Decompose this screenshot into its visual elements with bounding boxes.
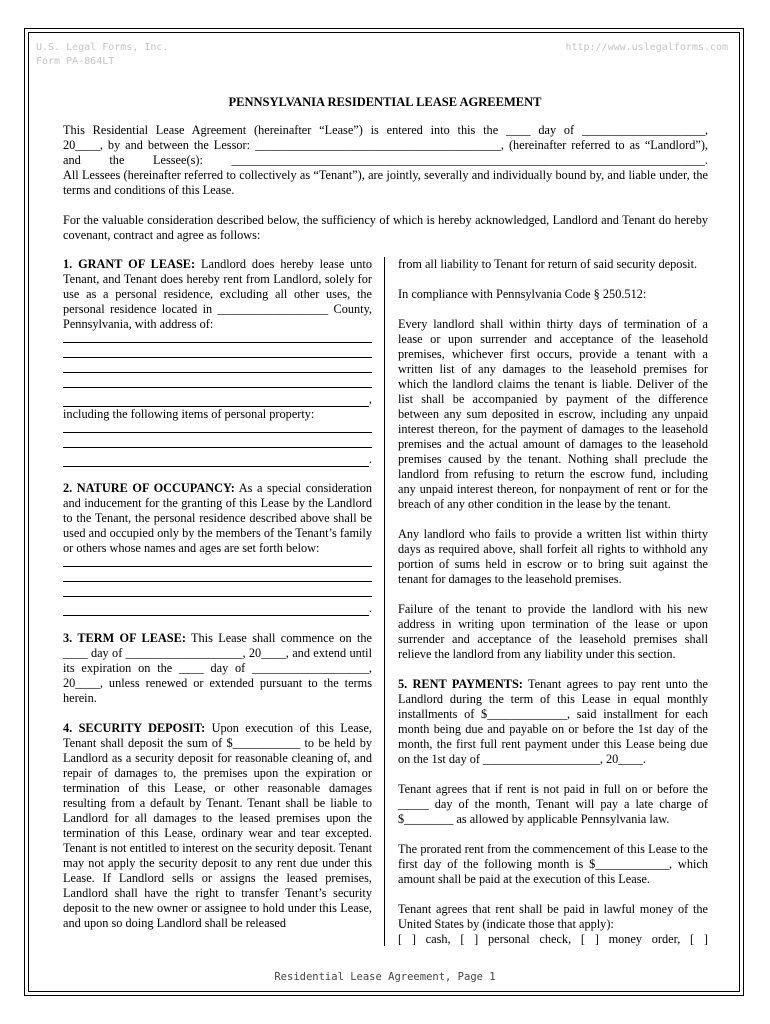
property-line-1[interactable] [63,422,372,437]
page-footer: Residential Lease Agreement, Page 1 [274,971,496,983]
intro-block [63,123,708,257]
section-grant [63,257,372,467]
any-landlord-paragraph: Any landlord who fails to provide a written list within thirty days as required above, shall forfeit all rights to withhold any portion of sums held in escrow or to bring suit against the tenant for damages to the leasehold premises. [398,527,708,586]
address-line-5[interactable]: , [63,392,372,407]
rent-text: Tenant agrees to pay rent unto the Landlord during the term of this Lease in equal monthly installments of $_____________, said installment for each month being due and payable on or before the 1st day of the month, the first full rent payment under this Lease being due on the 1st day of ___________________, 20____. [398,677,708,766]
grant-text: Landlord does hereby lease unto Tenant, and Tenant does hereby rent from Landlord, solely for use as a personal residence, excluding all other uses, the personal residence located in __________________ County, Pennsylvania, with address of: [63,257,372,331]
payment-options[interactable]: [ ] cash, [ ] personal check, [ ] money order, [ ] [398,932,708,946]
property-line-3[interactable]: . [63,452,372,467]
occupant-line-1[interactable] [63,556,372,571]
prorated-rent-paragraph: The prorated rent from the commencement of this Lease to the first day of the following month is $____________, which amount shall be paid at the execution of this Lease. [398,842,708,886]
section-deposit [63,721,372,931]
section-rent [398,677,708,767]
address-line-3[interactable] [63,362,372,377]
occupancy-text: As a special consideration and inducement for the granting of this Lease by the Landlord to the Tenant, the personal residence described above shall be used and occupied only by the members of the Tenant’s family or others whose names and ages are set forth below: [63,481,372,555]
left-column [63,257,372,946]
deposit-text: Upon execution of this Lease, Tenant shall deposit the sum of $___________ to be held by Landlord as a security deposit for reasonable cleaning of, and repair of damages to, the premises upon the expiration or termination of this Lease, or other reasonable damages resulting from a default by Tenant. Tenant shall be liable to Landlord for all damages to the leased premises upon the termination of this Lease, ordinary wear and tear excepted. Tenant is not entitled to interest on the security deposit. Tenant may not apply the security deposit to any rent due under this Lease. If Landlord sells or assigns the leased premises, Landlord shall have the right to transfer Tenant’s security deposit to the new owner or assignee to hold under this Lease, and upon so doing Landlord shall be released [63,721,372,930]
every-landlord-paragraph: Every landlord shall within thirty days of termination of a lease or upon surrender and acceptance of the leasehold premises, whichever first occurs, provide a tenant with a written list of any damages to the leasehold premises for which the landlord claims the tenant is liable. Deliver of the list shall be accompanied by payment of the difference between any sum deposited in escrow, including any unpaid interest thereon, for the payment of damages to the leasehold premises and the actual amount of damages to the leasehold premises caused by the tenant. Nothing shall preclude the landlord from refusing to return the escrow fund, including any unpaid interest thereon, for nonpayment of rent or for the breach of any other condition in the lease by the tenant. [398,317,708,511]
intro-line-1: This Residential Lease Agreement (hereinafter “Lease”) is entered into this the ____ day of ____________________, [63,123,708,137]
section-term [63,631,372,706]
grant-heading: 1. GRANT OF LEASE: [63,257,196,271]
deposit-heading: 4. SECURITY DEPOSIT: [63,721,206,735]
deposit-continued: from all liability to Tenant for return of said security deposit. [398,257,698,271]
term-text: This Lease shall commence on the ____ day of ___________________, 20____, and extend until its expiration on the ____ day of ___________________, 20____, unless renewed or extended pursuant to the terms herein. [63,631,373,705]
address-line-4[interactable] [63,377,372,392]
header-form-id: Form PA-864LT [36,56,115,67]
intro-line-4: All Lessees (hereinafter referred to collectively as “Tenant”), are jointly, severally and individually bound by, and liable under, the terms and conditions of this Lease. [63,168,708,197]
occupant-line-2[interactable] [63,571,372,586]
occupancy-heading: 2. NATURE OF OCCUPANCY: [63,481,235,495]
rent-heading: 5. RENT PAYMENTS: [398,677,523,691]
occupant-line-3[interactable] [63,586,372,601]
failure-paragraph: Failure of the tenant to provide the landlord with his new address in writing upon termination of the lease or upon surrender and acceptance of the leasehold premises shall relieve the landlord from any liability under this section. [398,602,708,661]
column-divider [384,257,385,946]
occupant-line-4[interactable]: . [63,601,372,616]
address-line-2[interactable] [63,347,372,362]
property-line-2[interactable] [63,437,372,452]
pa-code-reference: In compliance with Pennsylvania Code § 250.512: [398,287,647,301]
lawful-money-paragraph: Tenant agrees that rent shall be paid in lawful money of the United States by (indicate those that apply): [398,902,708,931]
personal-property-label: including the following items of personal property: [63,407,315,421]
address-line-1[interactable] [63,332,372,347]
intro-line-3: and the Lessee(s): _____________________________________________________________________________. [63,153,708,167]
right-column [398,257,708,947]
section-occupancy [63,481,372,616]
document-title: PENNSYLVANIA RESIDENTIAL LEASE AGREEMENT [228,95,542,109]
intro-line-2: 20____, by and between the Lessor: ________________________________________, (hereinafter referred to as “Landlord”), [63,138,708,152]
term-heading: 3. TERM OF LEASE: [63,631,186,645]
late-charge-paragraph: Tenant agrees that if rent is not paid in full on or before the _____ day of the month, Tenant will pay a late charge of $________ as allowed by applicable Pennsylvania law. [398,782,708,826]
header-company: U.S. Legal Forms, Inc. [36,42,169,53]
consideration-paragraph: For the valuable consideration described below, the sufficiency of which is hereby acknowledged, Landlord and Tenant do hereby covenant, contract and agree as follows: [63,213,708,242]
header-url[interactable]: http://www.uslegalforms.com [565,42,728,53]
